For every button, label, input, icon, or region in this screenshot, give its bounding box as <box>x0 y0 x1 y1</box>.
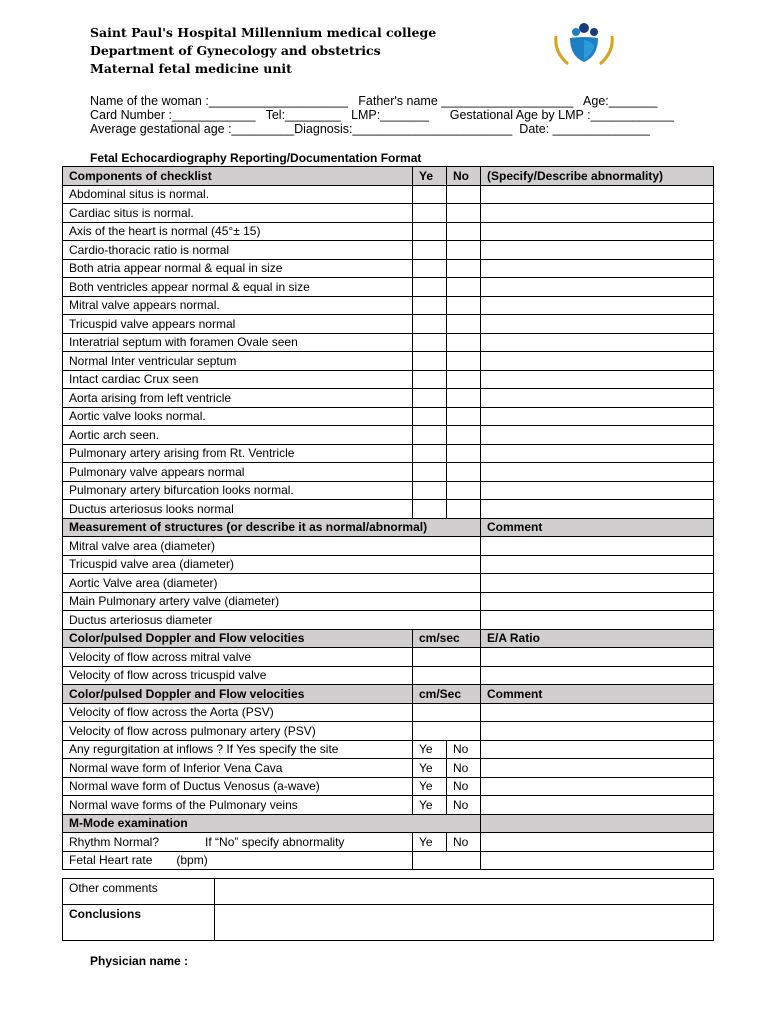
checklist-item-label: Normal Inter ventricular septum <box>63 352 413 371</box>
patient-line-name[interactable]: Name of the woman :____________________ Father's name ___________________ Age:_______ <box>90 94 658 108</box>
yes-checkbox-cell[interactable] <box>413 185 447 204</box>
velocity-value-cell[interactable] <box>413 722 481 741</box>
hospital-name: Saint Paul's Hospital Millennium medical college <box>90 25 437 40</box>
checklist-header-row <box>63 167 714 186</box>
abnormality-description-cell[interactable] <box>481 389 714 408</box>
checklist-row <box>63 204 714 223</box>
abnormality-description-cell[interactable] <box>481 444 714 463</box>
checklist-header-no: No <box>447 167 481 186</box>
fhr-label: Fetal Heart rate <box>69 853 153 868</box>
abnormality-description-cell[interactable] <box>481 296 714 315</box>
mmode-header-title: M-Mode examination <box>63 814 481 833</box>
patient-fields <box>90 94 674 136</box>
abnormality-description-cell[interactable] <box>481 222 714 241</box>
hospital-logo-icon <box>548 22 620 70</box>
abnormality-description-cell[interactable] <box>481 315 714 334</box>
checklist-row <box>63 296 714 315</box>
yes-checkbox-cell[interactable] <box>413 463 447 482</box>
abnormality-description-cell[interactable] <box>481 185 714 204</box>
doppler2-header-comment: Comment <box>481 685 714 704</box>
document-header <box>90 24 436 78</box>
no-checkbox-cell[interactable] <box>447 204 481 223</box>
measurement-row <box>63 555 714 574</box>
abnormality-description-cell[interactable] <box>481 463 714 482</box>
yes-checkbox-cell[interactable] <box>413 315 447 334</box>
ea-ratio-cell[interactable] <box>481 666 714 685</box>
conclusions-label: Conclusions <box>63 905 215 941</box>
doppler-header-row <box>63 629 714 648</box>
checklist-row <box>63 444 714 463</box>
checklist-row <box>63 352 714 371</box>
echo-checklist-table <box>62 166 714 870</box>
doppler2-row <box>63 703 714 722</box>
rhythm-abnormality-cell[interactable] <box>481 833 714 852</box>
abnormality-description-cell[interactable] <box>481 352 714 371</box>
yes-checkbox-cell[interactable] <box>413 370 447 389</box>
checklist-header-yes: Ye <box>413 167 447 186</box>
measurement-item-label: Tricuspid valve area (diameter) <box>63 555 481 574</box>
checklist-row <box>63 259 714 278</box>
patient-line-card[interactable]: Card Number :____________ Tel:________ LMP:_______ Gestational Age by LMP :____________ <box>90 108 674 122</box>
measurement-comment-cell[interactable] <box>481 537 714 556</box>
abnormality-description-cell[interactable] <box>481 500 714 519</box>
mmode-header-blank <box>481 814 714 833</box>
yes-checkbox-cell[interactable] <box>413 352 447 371</box>
fhr-unit: (bpm) <box>176 853 208 868</box>
doppler2-comment-cell[interactable] <box>481 796 714 815</box>
no-checkbox-cell[interactable] <box>447 333 481 352</box>
doppler-row <box>63 648 714 667</box>
rhythm-normal-label <box>63 833 413 852</box>
no-checkbox-cell[interactable] <box>447 407 481 426</box>
checklist-row <box>63 426 714 445</box>
doppler2-item-label: Normal wave forms of the Pulmonary veins <box>63 796 413 815</box>
doppler2-item-label: Normal wave form of Inferior Vena Cava <box>63 759 413 778</box>
measurement-comment-cell[interactable] <box>481 555 714 574</box>
checklist-row <box>63 185 714 204</box>
doppler2-comment-cell[interactable] <box>481 703 714 722</box>
yes-checkbox-cell[interactable] <box>413 296 447 315</box>
yes-checkbox-cell[interactable] <box>413 241 447 260</box>
doppler2-row <box>63 722 714 741</box>
doppler2-item-label: Normal wave form of Ductus Venosus (a-wave) <box>63 777 413 796</box>
doppler2-header-row <box>63 685 714 704</box>
fetal-heart-rate-label <box>63 851 413 870</box>
fhr-value-cell[interactable] <box>413 851 481 870</box>
velocity-value-cell[interactable] <box>413 648 481 667</box>
checklist-row <box>63 241 714 260</box>
abnormality-description-cell[interactable] <box>481 426 714 445</box>
fetal-heart-rate-row <box>63 851 714 870</box>
checklist-item-label: Pulmonary valve appears normal <box>63 463 413 482</box>
doppler2-row <box>63 759 714 778</box>
abnormality-description-cell[interactable] <box>481 241 714 260</box>
abnormality-description-cell[interactable] <box>481 481 714 500</box>
no-checkbox-cell[interactable] <box>447 352 481 371</box>
no-checkbox-cell[interactable] <box>447 481 481 500</box>
measurement-item-label: Aortic Valve area (diameter) <box>63 574 481 593</box>
doppler-row <box>63 666 714 685</box>
mmode-header-row <box>63 814 714 833</box>
patient-line-gestation[interactable]: Average gestational age :_________Diagnosis:_______________________ Date: ______________ <box>90 122 650 136</box>
doppler-item-label: Velocity of flow across tricuspid valve <box>63 666 413 685</box>
checklist-header-specify: (Specify/Describe abnormality) <box>481 167 714 186</box>
doppler2-comment-cell[interactable] <box>481 722 714 741</box>
doppler2-comment-cell[interactable] <box>481 759 714 778</box>
measurement-comment-cell[interactable] <box>481 611 714 630</box>
checklist-item-label: Mitral valve appears normal. <box>63 296 413 315</box>
checklist-item-label: Interatrial septum with foramen Ovale seen <box>63 333 413 352</box>
checklist-item-label: Abdominal situs is normal. <box>63 185 413 204</box>
yes-checkbox-cell[interactable] <box>413 278 447 297</box>
no-checkbox-cell[interactable] <box>447 315 481 334</box>
checklist-item-label: Intact cardiac Crux seen <box>63 370 413 389</box>
checklist-item-label: Cardio-thoracic ratio is normal <box>63 241 413 260</box>
checklist-item-label: Pulmonary artery bifurcation looks normal. <box>63 481 413 500</box>
no-checkbox-cell[interactable] <box>447 259 481 278</box>
no-checkbox-cell[interactable] <box>447 278 481 297</box>
abnormality-description-cell[interactable] <box>481 204 714 223</box>
no-checkbox-cell[interactable] <box>447 370 481 389</box>
checklist-row <box>63 222 714 241</box>
unit-name: Maternal fetal medicine unit <box>90 61 292 76</box>
doppler2-header-title: Color/pulsed Doppler and Flow velocities <box>63 685 413 704</box>
doppler-header-ea-ratio: E/A Ratio <box>481 629 714 648</box>
physician-name-label: Physician name : <box>90 954 189 968</box>
abnormality-description-cell[interactable] <box>481 407 714 426</box>
no-option-cell[interactable]: No <box>447 777 481 796</box>
checklist-item-label: Tricuspid valve appears normal <box>63 315 413 334</box>
rhythm-note: If “No” specify abnormality <box>205 834 345 849</box>
no-checkbox-cell[interactable] <box>447 296 481 315</box>
measurement-item-label: Ductus arteriosus diameter <box>63 611 481 630</box>
velocity-value-cell[interactable] <box>413 703 481 722</box>
no-option-cell[interactable]: No <box>447 740 481 759</box>
yes-checkbox-cell[interactable] <box>413 481 447 500</box>
no-checkbox-cell[interactable] <box>447 463 481 482</box>
form-title: Fetal Echocardiography Reporting/Documentation Format <box>90 151 422 165</box>
checklist-item-label: Ductus arteriosus looks normal <box>63 500 413 519</box>
measurement-comment-cell[interactable] <box>481 574 714 593</box>
checklist-row <box>63 315 714 334</box>
no-checkbox-cell[interactable] <box>447 185 481 204</box>
checklist-row <box>63 389 714 408</box>
abnormality-description-cell[interactable] <box>481 333 714 352</box>
doppler2-row <box>63 796 714 815</box>
checklist-item-label: Both atria appear normal & equal in size <box>63 259 413 278</box>
rhythm-question: Rhythm Normal? <box>69 834 160 849</box>
doppler2-row <box>63 777 714 796</box>
doppler2-comment-cell[interactable] <box>481 777 714 796</box>
doppler2-header-unit: cm/Sec <box>413 685 481 704</box>
no-checkbox-cell[interactable] <box>447 222 481 241</box>
conclusions-field[interactable] <box>215 905 714 941</box>
no-checkbox-cell[interactable] <box>447 389 481 408</box>
measurement-item-label: Mitral valve area (diameter) <box>63 537 481 556</box>
yes-checkbox-cell[interactable] <box>413 259 447 278</box>
measurement-header-comment: Comment <box>481 518 714 537</box>
yes-option-cell[interactable]: Ye <box>413 796 447 815</box>
no-checkbox-cell[interactable] <box>447 500 481 519</box>
doppler-header-unit: cm/sec <box>413 629 481 648</box>
yes-checkbox-cell[interactable] <box>413 333 447 352</box>
checklist-item-label: Both ventricles appear normal & equal in size <box>63 278 413 297</box>
measurement-header-title: Measurement of structures (or describe it as normal/abnormal) <box>63 518 481 537</box>
yes-checkbox-cell[interactable] <box>413 426 447 445</box>
abnormality-description-cell[interactable] <box>481 259 714 278</box>
no-option-cell[interactable]: No <box>447 796 481 815</box>
checklist-item-label: Pulmonary artery arising from Rt. Ventricle <box>63 444 413 463</box>
doppler2-item-label: Velocity of flow across the Aorta (PSV) <box>63 703 413 722</box>
no-checkbox-cell[interactable] <box>447 426 481 445</box>
checklist-row <box>63 333 714 352</box>
abnormality-description-cell[interactable] <box>481 278 714 297</box>
measurement-row <box>63 537 714 556</box>
measurement-row <box>63 611 714 630</box>
comments-table <box>62 878 714 941</box>
other-comments-field[interactable] <box>215 879 714 905</box>
measurement-row <box>63 592 714 611</box>
checklist-row <box>63 278 714 297</box>
measurement-comment-cell[interactable] <box>481 592 714 611</box>
yes-checkbox-cell[interactable] <box>413 500 447 519</box>
measurement-item-label: Main Pulmonary artery valve (diameter) <box>63 592 481 611</box>
yes-option-cell[interactable]: Ye <box>413 777 447 796</box>
yes-checkbox-cell[interactable] <box>413 407 447 426</box>
abnormality-description-cell[interactable] <box>481 370 714 389</box>
rhythm-row <box>63 833 714 852</box>
yes-checkbox-cell[interactable] <box>413 204 447 223</box>
checklist-row <box>63 500 714 519</box>
checklist-item-label: Cardiac situs is normal. <box>63 204 413 223</box>
ea-ratio-cell[interactable] <box>481 648 714 667</box>
measurement-header-row <box>63 518 714 537</box>
yes-checkbox-cell[interactable] <box>413 222 447 241</box>
doppler2-item-label: Any regurgitation at inflows ? If Yes specify the site <box>63 740 413 759</box>
no-checkbox-cell[interactable] <box>447 444 481 463</box>
no-option-cell[interactable]: No <box>447 833 481 852</box>
checklist-row <box>63 481 714 500</box>
checklist-header-component: Components of checklist <box>63 167 413 186</box>
no-checkbox-cell[interactable] <box>447 241 481 260</box>
velocity-value-cell[interactable] <box>413 666 481 685</box>
no-option-cell[interactable]: No <box>447 759 481 778</box>
doppler2-row <box>63 740 714 759</box>
doppler-item-label: Velocity of flow across mitral valve <box>63 648 413 667</box>
measurement-row <box>63 574 714 593</box>
other-comments-label: Other comments <box>63 879 215 905</box>
yes-option-cell[interactable]: Ye <box>413 740 447 759</box>
checklist-item-label: Aortic valve looks normal. <box>63 407 413 426</box>
checklist-row <box>63 463 714 482</box>
department-name: Department of Gynecology and obstetrics <box>90 43 381 58</box>
checklist-item-label: Aortic arch seen. <box>63 426 413 445</box>
yes-option-cell[interactable]: Ye <box>413 759 447 778</box>
yes-checkbox-cell[interactable] <box>413 444 447 463</box>
doppler-header-title: Color/pulsed Doppler and Flow velocities <box>63 629 413 648</box>
checklist-item-label: Aorta arising from left ventricle <box>63 389 413 408</box>
doppler2-comment-cell[interactable] <box>481 740 714 759</box>
checklist-row <box>63 370 714 389</box>
yes-option-cell[interactable]: Ye <box>413 833 447 852</box>
doppler2-item-label: Velocity of flow across pulmonary artery (PSV) <box>63 722 413 741</box>
checklist-row <box>63 407 714 426</box>
checklist-item-label: Axis of the heart is normal (45°± 15) <box>63 222 413 241</box>
fhr-comment-cell[interactable] <box>481 851 714 870</box>
yes-checkbox-cell[interactable] <box>413 389 447 408</box>
